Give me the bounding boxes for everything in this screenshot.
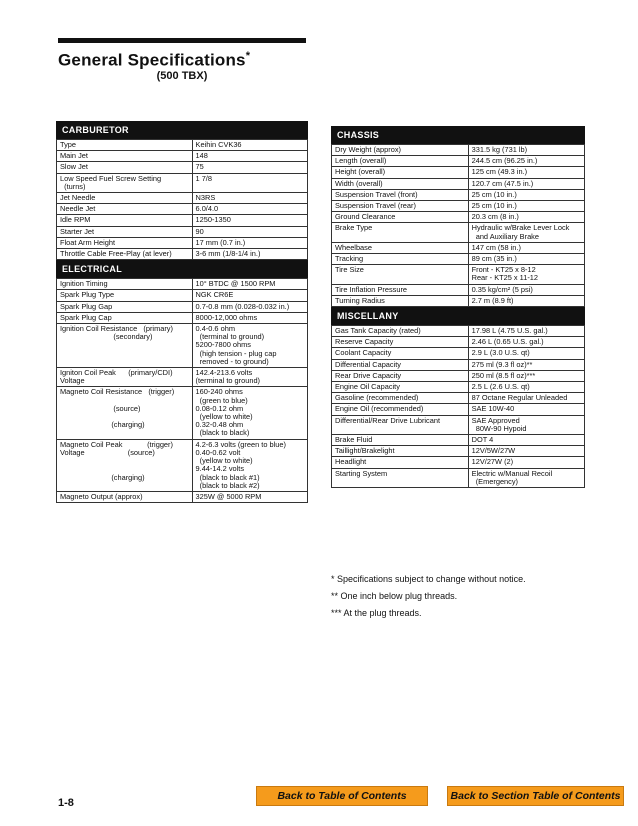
spec-value: 8000-12,000 ohms (192, 312, 307, 323)
spec-value: Electric w/Manual Recoil (Emergency) (468, 468, 584, 487)
spec-label: Tire Inflation Pressure (332, 284, 469, 295)
spec-row (332, 167, 585, 178)
spec-row (332, 337, 585, 348)
right-spec-column (331, 126, 585, 488)
spec-row (57, 491, 308, 502)
spec-value: 75 (192, 162, 307, 173)
spec-row (332, 435, 585, 446)
spec-value: 0.35 kg/cm² (5 psi) (468, 284, 584, 295)
spec-value: 250 ml (8.5 fl oz)*** (468, 370, 584, 381)
spec-label: Spark Plug Cap (57, 312, 193, 323)
spec-label: Spark Plug Type (57, 290, 193, 301)
spec-row (57, 290, 308, 301)
spec-label: Igniton Coil Peak (primary/CDI) Voltage (57, 368, 193, 387)
spec-value: 142.4-213.6 volts (terminal to ground) (192, 368, 307, 387)
spec-value: 0.4-0.6 ohm (terminal to ground) 5200-7800 ohms (high tension - plug cap removed - to ground) (192, 324, 307, 368)
spec-row (57, 439, 308, 491)
spec-value: 0.7-0.8 mm (0.028-0.032 in.) (192, 301, 307, 312)
spec-label: Low Speed Fuel Screw Setting (turns) (57, 173, 193, 192)
spec-value: 2.46 L (0.65 U.S. gal.) (468, 337, 584, 348)
spec-label: Differential/Rear Drive Lubricant (332, 415, 469, 434)
spec-label: Gasoline (recommended) (332, 393, 469, 404)
spec-table (56, 278, 308, 503)
spec-label: Length (overall) (332, 156, 469, 167)
spec-value: 275 ml (9.3 fl oz)** (468, 359, 584, 370)
spec-label: Gas Tank Capacity (rated) (332, 326, 469, 337)
spec-row (57, 279, 308, 290)
spec-row (332, 254, 585, 265)
spec-label: Slow Jet (57, 162, 193, 173)
spec-label: Spark Plug Gap (57, 301, 193, 312)
spec-value: Front - KT25 x 8-12 Rear - KT25 x 11-12 (468, 265, 584, 284)
footnote: *** At the plug threads. (331, 608, 422, 618)
title-footnote-mark: * (245, 50, 251, 62)
spec-row (332, 348, 585, 359)
spec-row (57, 215, 308, 226)
spec-value: 17.98 L (4.75 U.S. gal.) (468, 326, 584, 337)
spec-label: Rear Drive Capacity (332, 370, 469, 381)
section-header: CARBURETOR (56, 121, 308, 139)
spec-label: Suspension Travel (front) (332, 189, 469, 200)
spec-row (57, 324, 308, 368)
spec-row (332, 359, 585, 370)
left-spec-column (56, 121, 308, 503)
spec-label: Idle RPM (57, 215, 193, 226)
spec-value: 3-6 mm (1/8-1/4 in.) (192, 249, 307, 260)
spec-label: Type (57, 140, 193, 151)
spec-row (332, 145, 585, 156)
spec-value: 10° BTDC @ 1500 RPM (192, 279, 307, 290)
spec-value: 2.7 m (8.9 ft) (468, 295, 584, 306)
spec-value: 325W @ 5000 RPM (192, 491, 307, 502)
section-header: MISCELLANY (331, 307, 585, 325)
spec-label: Brake Fluid (332, 435, 469, 446)
spec-value: 160-240 ohms (green to blue) 0.08-0.12 ohm (yellow to white) 0.32-0.48 ohm (black to black) (192, 387, 307, 439)
spec-label: Reserve Capacity (332, 337, 469, 348)
spec-value: 244.5 cm (96.25 in.) (468, 156, 584, 167)
spec-row (332, 370, 585, 381)
spec-value: NGK CR6E (192, 290, 307, 301)
spec-row (332, 457, 585, 468)
spec-label: Suspension Travel (rear) (332, 201, 469, 212)
spec-label: Taillight/Brakelight (332, 446, 469, 457)
spec-label: Throttle Cable Free-Play (at lever) (57, 249, 193, 260)
spec-label: Ground Clearance (332, 212, 469, 223)
spec-row (57, 140, 308, 151)
spec-row (332, 156, 585, 167)
spec-label: Turning Radius (332, 295, 469, 306)
spec-table (331, 325, 585, 488)
spec-label: Differential Capacity (332, 359, 469, 370)
spec-value: 87 Octane Regular Unleaded (468, 393, 584, 404)
spec-row (57, 387, 308, 439)
spec-row (57, 237, 308, 248)
spec-label: Starter Jet (57, 226, 193, 237)
spec-value: 120.7 cm (47.5 in.) (468, 178, 584, 189)
spec-value: 1250-1350 (192, 215, 307, 226)
spec-label: Width (overall) (332, 178, 469, 189)
section-header: CHASSIS (331, 126, 585, 144)
spec-row (332, 382, 585, 393)
spec-value: 12V/5W/27W (468, 446, 584, 457)
spec-value: 25 cm (10 in.) (468, 189, 584, 200)
spec-value: 20.3 cm (8 in.) (468, 212, 584, 223)
spec-label: Magneto Output (approx) (57, 491, 193, 502)
spec-row (332, 326, 585, 337)
page-title: General Specifications* (58, 50, 251, 70)
spec-value: Keihin CVK36 (192, 140, 307, 151)
spec-label: Jet Needle (57, 193, 193, 204)
spec-label: Float Arm Height (57, 237, 193, 248)
spec-row (57, 249, 308, 260)
spec-row (57, 193, 308, 204)
spec-label: Height (overall) (332, 167, 469, 178)
spec-label: Brake Type (332, 223, 469, 242)
spec-label: Dry Weight (approx) (332, 145, 469, 156)
spec-value: SAE 10W-40 (468, 404, 584, 415)
spec-value: Hydraulic w/Brake Lever Lock and Auxiliary Brake (468, 223, 584, 242)
spec-label: Main Jet (57, 151, 193, 162)
spec-row (332, 223, 585, 242)
spec-label: Magneto Coil Resistance (trigger) (source) (charging) (57, 387, 193, 439)
spec-label: Magneto Coil Peak (trigger) Voltage (source) (charging) (57, 439, 193, 491)
spec-value: 12V/27W (2) (468, 457, 584, 468)
spec-label: Starting System (332, 468, 469, 487)
spec-value: 331.5 kg (731 lb) (468, 145, 584, 156)
spec-row (57, 162, 308, 173)
spec-row (57, 204, 308, 215)
title-rule (58, 38, 306, 43)
spec-row (57, 301, 308, 312)
spec-row (332, 201, 585, 212)
spec-value: SAE Approved 80W-90 Hypoid (468, 415, 584, 434)
spec-label: Engine Oil Capacity (332, 382, 469, 393)
spec-value: N3RS (192, 193, 307, 204)
spec-value: 2.9 L (3.0 U.S. qt) (468, 348, 584, 359)
spec-value: 147 cm (58 in.) (468, 242, 584, 253)
spec-row (57, 151, 308, 162)
spec-value: 90 (192, 226, 307, 237)
spec-row (332, 295, 585, 306)
spec-label: Ignition Coil Resistance (primary) (secondary) (57, 324, 193, 368)
spec-row (332, 189, 585, 200)
spec-label: Tracking (332, 254, 469, 265)
footnote: ** One inch below plug threads. (331, 591, 458, 601)
spec-value: 6.0/4.0 (192, 204, 307, 215)
page-number: 1-8 (58, 797, 74, 809)
spec-value: 25 cm (10 in.) (468, 201, 584, 212)
section-header: ELECTRICAL (56, 260, 308, 278)
spec-row (332, 242, 585, 253)
spec-row (332, 468, 585, 487)
back-to-section-toc-button[interactable]: Back to Section Table of Contents (447, 786, 624, 806)
spec-row (332, 393, 585, 404)
spec-value: 4.2-6.3 volts (green to blue) 0.40-0.62 volt (yellow to white) 9.44-14.2 volts (black to black #1) (black to black #2) (192, 439, 307, 491)
spec-value: 148 (192, 151, 307, 162)
spec-row (332, 212, 585, 223)
spec-value: DOT 4 (468, 435, 584, 446)
spec-row (332, 415, 585, 434)
spec-row (332, 265, 585, 284)
spec-label: Ignition Timing (57, 279, 193, 290)
spec-row (332, 284, 585, 295)
spec-value: 17 mm (0.7 in.) (192, 237, 307, 248)
spec-table (56, 139, 308, 260)
spec-value: 89 cm (35 in.) (468, 254, 584, 265)
spec-row (57, 226, 308, 237)
spec-value: 2.5 L (2.6 U.S. qt) (468, 382, 584, 393)
footnotes (331, 571, 621, 622)
spec-label: Tire Size (332, 265, 469, 284)
spec-label: Engine Oil (recommended) (332, 404, 469, 415)
spec-row (332, 404, 585, 415)
spec-label: Needle Jet (57, 204, 193, 215)
spec-label: Coolant Capacity (332, 348, 469, 359)
page-subtitle: (500 TBX) (156, 70, 208, 82)
spec-row (57, 368, 308, 387)
spec-value: 125 cm (49.3 in.) (468, 167, 584, 178)
spec-label: Wheelbase (332, 242, 469, 253)
spec-label: Headlight (332, 457, 469, 468)
spec-table (331, 144, 585, 307)
spec-row (57, 173, 308, 192)
footnote: * Specifications subject to change without notice. (331, 574, 526, 584)
spec-row (332, 178, 585, 189)
spec-row (57, 312, 308, 323)
spec-row (332, 446, 585, 457)
back-to-toc-button[interactable]: Back to Table of Contents (256, 786, 428, 806)
spec-value: 1 7/8 (192, 173, 307, 192)
